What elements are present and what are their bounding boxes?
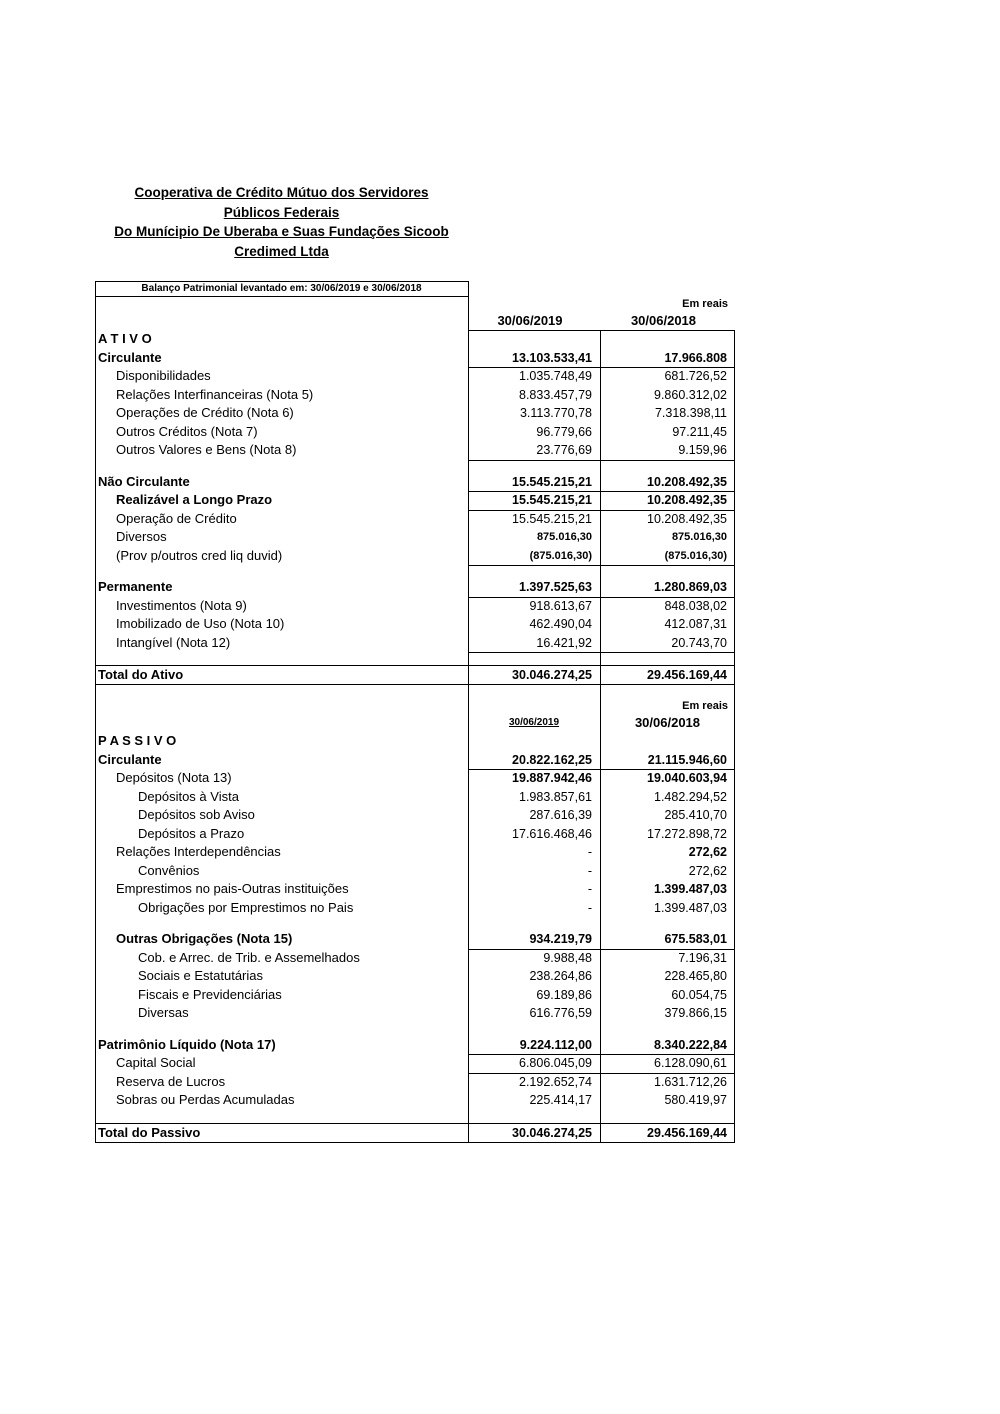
row-label: Outros Valores e Bens (Nota 8) bbox=[116, 442, 297, 457]
value-30-06-2019: 875.016,30 bbox=[536, 531, 592, 543]
value-30-06-2018 bbox=[600, 1023, 735, 1036]
value-30-06-2019 bbox=[468, 460, 600, 473]
row-label: A T I V O bbox=[98, 331, 152, 346]
value-30-06-2018: 17.272.898,72 bbox=[647, 826, 727, 841]
row-label: Diversas bbox=[138, 1005, 189, 1020]
spacer-row bbox=[95, 652, 735, 665]
value-30-06-2018: 60.054,75 bbox=[671, 987, 727, 1002]
row-label: Permanente bbox=[98, 579, 173, 594]
value-30-06-2018: 10.208.492,35 bbox=[647, 511, 727, 526]
value-30-06-2019: 9.988,48 bbox=[543, 950, 592, 965]
empty-cell bbox=[95, 699, 468, 714]
value-30-06-2018: 1.280.869,03 bbox=[600, 578, 735, 598]
value-30-06-2019 bbox=[468, 652, 600, 665]
value-30-06-2018: 848.038,02 bbox=[664, 598, 727, 613]
value-30-06-2019: 616.776,59 bbox=[529, 1006, 592, 1020]
empty-cell bbox=[468, 699, 600, 714]
value-30-06-2018 bbox=[600, 460, 735, 473]
value-30-06-2018: 681.726,52 bbox=[664, 369, 727, 383]
row-label: Imobilizado de Uso (Nota 10) bbox=[116, 616, 285, 631]
table-row bbox=[95, 967, 735, 986]
table-header-banner: Balanço Patrimonial levantado em: 30/06/2019 e 30/06/2018 bbox=[95, 281, 468, 297]
row-label bbox=[95, 1110, 468, 1123]
row-label: Depósitos à Vista bbox=[138, 788, 239, 804]
value-30-06-2019: (875.016,30) bbox=[468, 547, 600, 567]
value-30-06-2019: 9.224.112,00 bbox=[468, 1036, 600, 1056]
row-label: Realizável a Longo Prazo bbox=[116, 492, 273, 507]
row-label bbox=[95, 917, 468, 930]
value-30-06-2018: 8.340.222,84 bbox=[600, 1036, 735, 1056]
row-label: Depósitos (Nota 13) bbox=[116, 770, 232, 785]
row-label: Relações Interfinanceiras (Nota 5) bbox=[116, 386, 314, 402]
value-30-06-2018: 412.087,31 bbox=[664, 617, 727, 631]
table-row bbox=[95, 510, 735, 529]
row-label: Convênios bbox=[138, 862, 200, 878]
row-label: Depósitos a Prazo bbox=[138, 825, 245, 841]
row-label: Disponibilidades bbox=[116, 368, 211, 383]
value-30-06-2018: 20.743,70 bbox=[600, 634, 735, 654]
row-label: Operação de Crédito bbox=[116, 510, 237, 526]
row-label: Circulante bbox=[98, 751, 162, 767]
value-30-06-2018: 1.631.712,26 bbox=[654, 1074, 727, 1089]
value-30-06-2019: 225.414,17 bbox=[529, 1093, 592, 1107]
value-30-06-2018: 272,62 bbox=[688, 845, 727, 859]
row-label: Fiscais e Previdenciárias bbox=[138, 986, 282, 1002]
value-30-06-2019: 238.264,86 bbox=[529, 969, 592, 983]
table-row bbox=[95, 899, 735, 918]
ativo-section bbox=[95, 330, 735, 685]
spacer-row bbox=[95, 1110, 735, 1123]
value-30-06-2019: 13.103.533,41 bbox=[468, 349, 600, 369]
document-title-line: Cooperativa de Crédito Mútuo dos Servidores bbox=[134, 185, 429, 200]
value-30-06-2019: 3.113.770,78 bbox=[519, 406, 592, 420]
value-30-06-2018: 379.866,15 bbox=[664, 1006, 727, 1020]
value-30-06-2018: 7.318.398,11 bbox=[654, 406, 727, 420]
row-label: Total do Passivo bbox=[98, 1124, 201, 1140]
value-30-06-2018: 29.456.169,44 bbox=[647, 1125, 727, 1140]
table-row bbox=[95, 578, 735, 597]
empty-cell bbox=[600, 281, 735, 297]
value-30-06-2019 bbox=[468, 732, 600, 751]
value-30-06-2018: 29.456.169,44 bbox=[647, 668, 727, 682]
table-row bbox=[95, 949, 735, 968]
table-row bbox=[95, 473, 735, 492]
row-label: Patrimônio Líquido (Nota 17) bbox=[98, 1036, 276, 1052]
column-header-2018: 30/06/2018 bbox=[634, 715, 701, 730]
spacer-row bbox=[95, 917, 735, 930]
currency-note-row bbox=[95, 699, 735, 714]
value-30-06-2019: 6.806.045,09 bbox=[468, 1054, 600, 1074]
table-row bbox=[95, 330, 735, 349]
row-label: Outras Obrigações (Nota 15) bbox=[116, 931, 293, 946]
value-30-06-2018: 1.482.294,52 bbox=[654, 789, 727, 804]
table-row bbox=[95, 615, 735, 634]
empty-cell bbox=[468, 297, 600, 312]
row-label: Reserva de Lucros bbox=[116, 1073, 226, 1089]
currency-note-row bbox=[95, 297, 735, 312]
value-30-06-2019: 69.189,86 bbox=[536, 987, 592, 1002]
value-30-06-2018 bbox=[600, 1110, 735, 1123]
table-row bbox=[95, 1036, 735, 1055]
value-30-06-2018: 10.208.492,35 bbox=[600, 491, 735, 511]
row-label: P A S S I V O bbox=[98, 733, 177, 748]
currency-note: Em reais bbox=[682, 700, 728, 712]
empty-cell bbox=[468, 281, 600, 297]
value-30-06-2018: 675.583,01 bbox=[600, 930, 735, 950]
value-30-06-2018: 21.115.946,60 bbox=[600, 751, 735, 771]
value-30-06-2019: 1.983.857,61 bbox=[519, 789, 592, 804]
row-label bbox=[95, 652, 468, 665]
table-row bbox=[95, 732, 735, 751]
value-30-06-2019: 20.822.162,25 bbox=[468, 751, 600, 771]
table-row bbox=[95, 1123, 735, 1143]
value-30-06-2019: 15.545.215,21 bbox=[468, 491, 600, 511]
passivo-section bbox=[95, 732, 735, 1143]
table-row bbox=[95, 1091, 735, 1110]
value-30-06-2018 bbox=[600, 330, 735, 349]
value-30-06-2018 bbox=[600, 917, 735, 930]
value-30-06-2019 bbox=[468, 917, 600, 930]
table-row bbox=[95, 349, 735, 368]
value-30-06-2019: 918.613,67 bbox=[529, 598, 592, 613]
balance-sheet-table bbox=[95, 281, 735, 1143]
table-row bbox=[95, 634, 735, 653]
table-row bbox=[95, 528, 735, 547]
value-30-06-2018: 19.040.603,94 bbox=[647, 771, 727, 785]
value-30-06-2018: 7.196,31 bbox=[678, 950, 727, 965]
column-header-2018: 30/06/2018 bbox=[600, 312, 735, 331]
value-30-06-2019: 8.833.457,79 bbox=[519, 387, 592, 402]
value-30-06-2019: - bbox=[587, 900, 592, 915]
value-30-06-2018: 228.465,80 bbox=[664, 969, 727, 983]
table-row bbox=[95, 423, 735, 442]
value-30-06-2018: 10.208.492,35 bbox=[600, 473, 735, 493]
spacer-row bbox=[95, 685, 735, 699]
row-label: Intangível (Nota 12) bbox=[116, 634, 231, 650]
document-title-line: Credimed Ltda bbox=[234, 243, 329, 259]
value-30-06-2018: (875.016,30) bbox=[600, 547, 735, 567]
row-label bbox=[95, 460, 468, 473]
column-header-2019: 30/06/2019 bbox=[508, 717, 560, 728]
value-30-06-2019: 1.397.525,63 bbox=[468, 578, 600, 598]
spacer-row bbox=[95, 1023, 735, 1036]
spacer-row bbox=[95, 460, 735, 473]
value-30-06-2018: 272,62 bbox=[688, 863, 727, 878]
row-label: Operações de Crédito (Nota 6) bbox=[116, 405, 294, 420]
table-row bbox=[95, 862, 735, 881]
value-30-06-2018: 580.419,97 bbox=[664, 1093, 727, 1107]
value-30-06-2018 bbox=[600, 732, 735, 751]
empty-cell bbox=[95, 297, 468, 312]
row-label: Total do Ativo bbox=[98, 667, 184, 682]
table-row bbox=[95, 404, 735, 423]
value-30-06-2019: 2.192.652,74 bbox=[519, 1074, 592, 1089]
document-title bbox=[95, 183, 468, 261]
row-label: Sociais e Estatutárias bbox=[138, 968, 264, 983]
value-30-06-2019: 287.616,39 bbox=[529, 808, 592, 822]
row-label: Circulante bbox=[98, 349, 162, 365]
table-row bbox=[95, 769, 735, 788]
value-30-06-2018: 9.860.312,02 bbox=[654, 387, 727, 402]
table-row bbox=[95, 986, 735, 1005]
value-30-06-2019: 23.776,69 bbox=[468, 441, 600, 461]
empty-cell bbox=[95, 714, 468, 732]
column-header-2019: 30/06/2019 bbox=[468, 312, 600, 331]
table-border-left bbox=[95, 281, 96, 1143]
value-30-06-2019: 1.035.748,49 bbox=[519, 369, 592, 383]
value-30-06-2018: 1.399.487,03 bbox=[654, 900, 727, 915]
value-30-06-2019: - bbox=[587, 882, 592, 896]
value-30-06-2018: 17.966.808 bbox=[600, 349, 735, 369]
table-row bbox=[95, 441, 735, 460]
value-30-06-2019: 19.887.942,46 bbox=[512, 771, 592, 785]
table-row bbox=[95, 1054, 735, 1073]
table-header-row bbox=[95, 281, 735, 297]
value-30-06-2018: 6.128.090,61 bbox=[600, 1054, 735, 1074]
value-30-06-2019 bbox=[468, 1110, 600, 1123]
row-label: Outros Créditos (Nota 7) bbox=[116, 423, 258, 439]
date-header-row bbox=[95, 714, 735, 732]
table-row bbox=[95, 843, 735, 862]
table-row bbox=[95, 788, 735, 807]
table-border-label-divider bbox=[468, 281, 469, 1143]
document-title-line: Do Munícipio De Uberaba e Suas Fundações Sicoob bbox=[114, 224, 449, 239]
value-30-06-2018 bbox=[600, 652, 735, 665]
row-label: Obrigações por Emprestimos no Pais bbox=[138, 899, 354, 915]
table-row bbox=[95, 491, 735, 510]
value-30-06-2019: - bbox=[587, 845, 592, 859]
value-30-06-2018: 9.159,96 bbox=[600, 441, 735, 461]
table-row bbox=[95, 367, 735, 386]
table-row bbox=[95, 825, 735, 844]
row-label: (Prov p/outros cred liq duvid) bbox=[116, 547, 283, 563]
row-label: Investimentos (Nota 9) bbox=[116, 597, 247, 613]
value-30-06-2018: 285.410,70 bbox=[664, 808, 727, 822]
table-row bbox=[95, 597, 735, 616]
value-30-06-2019: 15.545.215,21 bbox=[512, 511, 592, 526]
value-30-06-2019: 17.616.468,46 bbox=[512, 826, 592, 841]
row-label: Relações Interdependências bbox=[116, 844, 281, 859]
value-30-06-2018 bbox=[600, 565, 735, 578]
value-30-06-2019: - bbox=[587, 863, 592, 878]
value-30-06-2018: 875.016,30 bbox=[671, 531, 727, 543]
value-30-06-2019 bbox=[468, 330, 600, 349]
spacer-row bbox=[95, 565, 735, 578]
value-30-06-2019: 16.421,92 bbox=[468, 634, 600, 654]
date-header-row bbox=[95, 312, 735, 330]
row-label: Diversos bbox=[116, 529, 167, 544]
value-30-06-2019: 96.779,66 bbox=[536, 424, 592, 439]
row-label: Não Circulante bbox=[98, 473, 190, 489]
table-row bbox=[95, 806, 735, 825]
value-30-06-2018: 1.399.487,03 bbox=[654, 882, 727, 896]
value-30-06-2019: 462.490,04 bbox=[529, 617, 592, 631]
row-label bbox=[95, 1023, 468, 1036]
row-label: Sobras ou Perdas Acumuladas bbox=[116, 1092, 295, 1107]
value-30-06-2019: 30.046.274,25 bbox=[512, 668, 592, 682]
table-row bbox=[95, 1004, 735, 1023]
table-border-column-divider bbox=[600, 330, 601, 1143]
table-row bbox=[95, 547, 735, 566]
value-30-06-2019 bbox=[468, 1023, 600, 1036]
table-row bbox=[95, 930, 735, 949]
value-30-06-2019: 30.046.274,25 bbox=[512, 1125, 592, 1140]
value-30-06-2019: 934.219,79 bbox=[468, 930, 600, 950]
value-30-06-2018: 97.211,45 bbox=[672, 424, 727, 439]
empty-cell bbox=[95, 312, 468, 331]
value-30-06-2019 bbox=[468, 565, 600, 578]
row-label: Capital Social bbox=[116, 1055, 196, 1070]
row-label: Depósitos sob Aviso bbox=[138, 807, 255, 822]
table-row bbox=[95, 386, 735, 405]
table-row bbox=[95, 665, 735, 685]
row-label bbox=[95, 565, 468, 578]
row-label: Cob. e Arrec. de Trib. e Assemelhados bbox=[138, 949, 360, 965]
document-title-line: Públicos Federais bbox=[223, 204, 340, 220]
table-row bbox=[95, 1073, 735, 1092]
value-30-06-2019: 15.545.215,21 bbox=[468, 473, 600, 493]
currency-note: Em reais bbox=[682, 298, 728, 310]
table-row bbox=[95, 751, 735, 770]
row-label: Emprestimos no pais-Outras instituições bbox=[116, 881, 349, 896]
table-row bbox=[95, 880, 735, 899]
table-border-right bbox=[734, 330, 735, 1143]
